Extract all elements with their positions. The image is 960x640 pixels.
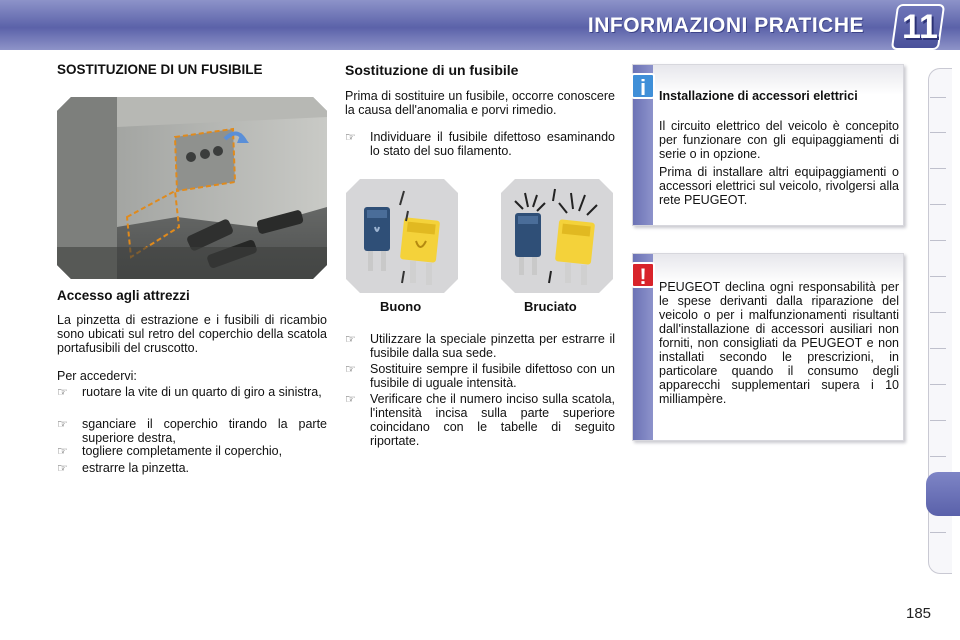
list-item: ☞ sganciare il coperchio tirando la parte superiore destra, — [57, 417, 327, 445]
pointing-hand-icon: ☞ — [345, 332, 356, 346]
info-icon: i — [631, 73, 655, 99]
warning-box-text: PEUGEOT declina ogni responsabilità per le spese derivanti dalla riparazione del veicolo o per i malfunzionamenti risultanti dall'installazione di accessori ausiliari non forniti, non consigliati da PEUGEOT e non installati secondo le prescrizioni, in particolare quando il consumo degli apparecchi supplementari supera i 10 milliampère. — [659, 280, 899, 406]
pointing-hand-icon: ☞ — [57, 461, 68, 475]
fuse-good-illustration — [346, 179, 458, 293]
tab-divider — [930, 132, 946, 133]
page-number: 185 — [906, 605, 932, 622]
pointing-hand-icon: ☞ — [57, 417, 68, 431]
tab-divider — [930, 168, 946, 169]
list-item: ☞ Sostituire sempre il fusibile difettoso con un fusibile di uguale intensità. — [345, 362, 615, 390]
pointing-hand-icon: ☞ — [57, 444, 68, 458]
tab-divider — [930, 240, 946, 241]
list-item: ☞ togliere completamente il coperchio, — [57, 444, 283, 458]
fuse-good-label: Buono — [380, 299, 422, 314]
tab-divider — [930, 348, 946, 349]
list-item: ☞ Individuare il fusibile difettoso esaminando lo stato del suo filamento. — [345, 130, 615, 158]
fuse-intro: Prima di sostituire un fusibile, occorre conoscere la causa dell'anomalia e porvi rimedio. — [345, 89, 615, 117]
section-title: SOSTITUZIONE DI UN FUSIBILE — [57, 62, 263, 77]
tab-divider — [930, 384, 946, 385]
tab-divider — [930, 532, 946, 533]
tab-divider — [930, 456, 946, 457]
list-item: ☞ Verificare che il numero inciso sulla scatola, l'intensità incisa sulla parte superiore coincidano con le tabelle di seguito riportate. — [345, 392, 615, 448]
chapter-title: INFORMAZIONI PRATICHE — [587, 14, 864, 37]
pointing-hand-icon: ☞ — [345, 362, 356, 376]
pointing-hand-icon: ☞ — [57, 385, 68, 399]
info-box-title: Installazione di accessori elettrici — [659, 89, 858, 103]
list-item: ☞ estrarre la pinzetta. — [57, 461, 189, 475]
tab-divider — [930, 204, 946, 205]
access-label: Per accedervi: — [57, 369, 137, 383]
list-item: ☞ ruotare la vite di un quarto di giro a sinistra, — [57, 385, 322, 399]
info-box — [632, 64, 904, 226]
chapter-number: 11 — [902, 8, 938, 46]
list-item: ☞ Utilizzare la speciale pinzetta per estrarre il fusibile dalla sua sede. — [345, 332, 615, 360]
info-box-text: Prima di installare altri equipaggiamenti o accessori elettrici sul veicolo, rivolgersi alla rete PEUGEOT. — [659, 165, 899, 207]
dashboard-photo — [57, 97, 327, 279]
tab-divider — [930, 420, 946, 421]
tools-intro: La pinzetta di estrazione e i fusibili di ricambio sono ubicati sul retro del coperchio della scatola portafusibili del cruscotto. — [57, 313, 327, 355]
tools-title: Accesso agli attrezzi — [57, 288, 190, 303]
pointing-hand-icon: ☞ — [345, 130, 356, 144]
warning-icon: ! — [631, 262, 655, 288]
info-box-text: Il circuito elettrico del veicolo è concepito per funzionare con gli equipaggiamenti di serie o in opzione. — [659, 119, 899, 161]
warning-box — [632, 253, 904, 441]
fuse-blown-illustration — [501, 179, 613, 293]
tab-divider — [930, 312, 946, 313]
fuse-blown-label: Bruciato — [524, 299, 577, 314]
pointing-hand-icon: ☞ — [345, 392, 356, 406]
tab-divider — [930, 97, 946, 98]
tab-divider — [930, 276, 946, 277]
fuse-replacement-title: Sostituzione di un fusibile — [345, 62, 519, 78]
chapter-tab-active[interactable] — [926, 472, 960, 516]
